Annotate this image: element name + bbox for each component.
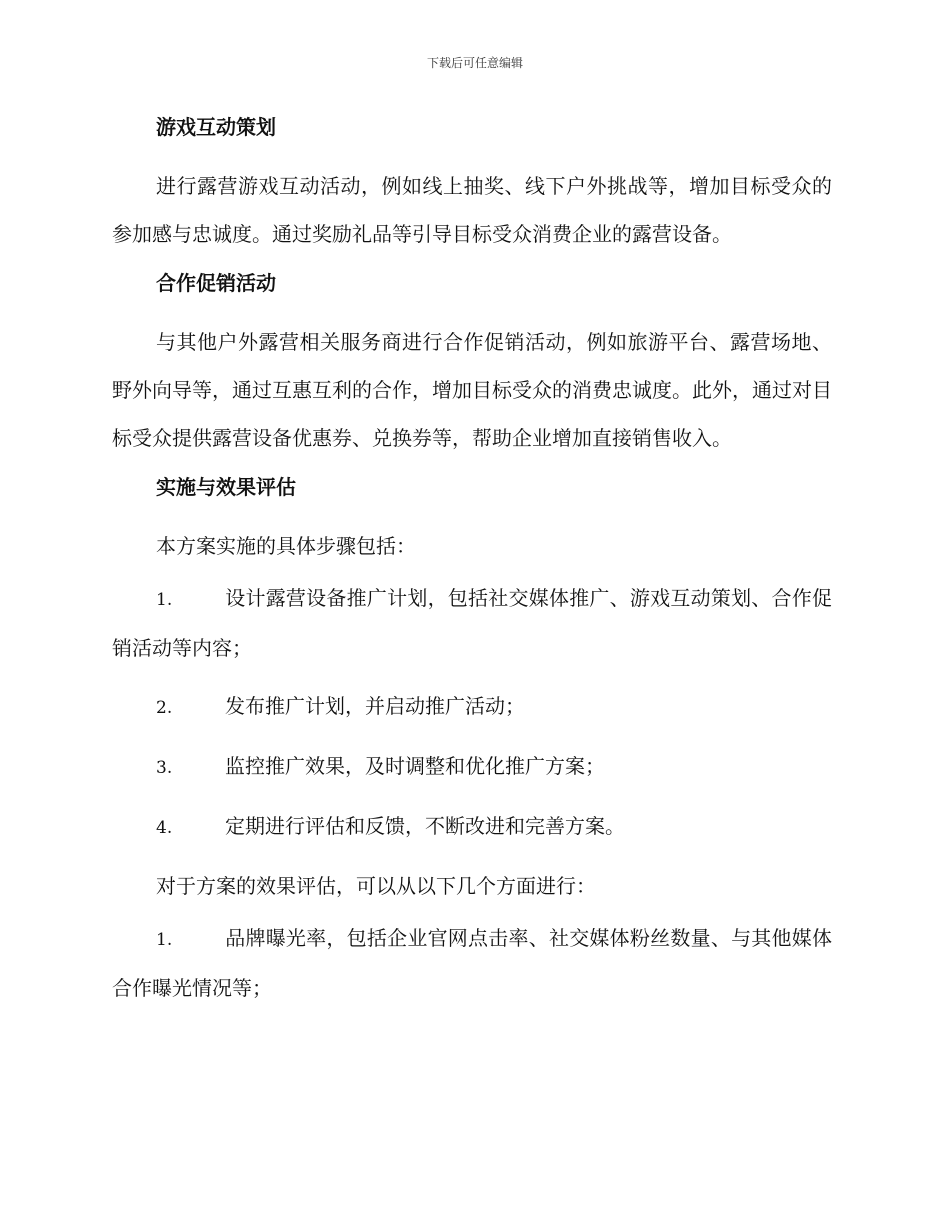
list-item-number: 3. [156, 758, 173, 778]
list-item-number: 1. [156, 590, 173, 610]
page-header-note: 下载后可任意编辑 [426, 56, 523, 70]
list-item [112, 802, 832, 852]
eval-intro-paragraph: 对于方案的效果评估，可以从以下几个方面进行： [156, 874, 596, 898]
list-item-text: 监控推广效果，及时调整和优化推广方案； [225, 754, 605, 778]
list-item-number: 1. [156, 930, 173, 950]
list-item [112, 574, 832, 672]
section-heading-game: 游戏互动策划 [156, 115, 276, 139]
list-item [112, 914, 832, 1012]
section-heading-impl: 实施与效果评估 [156, 475, 296, 499]
impl-intro-paragraph: 本方案实施的具体步骤包括： [156, 534, 416, 558]
list-item-text: 品牌曝光率，包括企业官网点击率、社交媒体粉丝数量、与其他媒体合作曝光情况等； [112, 926, 832, 1000]
list-item [112, 682, 832, 732]
list-item-number: 2. [156, 698, 173, 718]
section-paragraph-game: 进行露营游戏互动活动，例如线上抽奖、线下户外挑战等，增加目标受众的参加感与忠诚度。通过奖励礼品等引导目标受众消费企业的露营设备。 [112, 174, 832, 246]
list-item [112, 742, 832, 792]
document-body [112, 112, 832, 1022]
list-item-text: 定期进行评估和反馈，不断改进和完善方案。 [225, 814, 625, 838]
section-paragraph-coop: 与其他户外露营相关服务商进行合作促销活动，例如旅游平台、露营场地、野外向导等，通过互惠互利的合作，增加目标受众的消费忠诚度。此外，通过对目标受众提供露营设备优惠券、兑换券等，帮助企业增加直接销售收入。 [112, 330, 832, 450]
list-item-number: 4. [156, 818, 173, 838]
list-item-text: 设计露营设备推广计划，包括社交媒体推广、游戏互动策划、合作促销活动等内容； [112, 586, 832, 660]
list-item-text: 发布推广计划，并启动推广活动； [225, 694, 525, 718]
section-heading-coop: 合作促销活动 [156, 271, 276, 295]
